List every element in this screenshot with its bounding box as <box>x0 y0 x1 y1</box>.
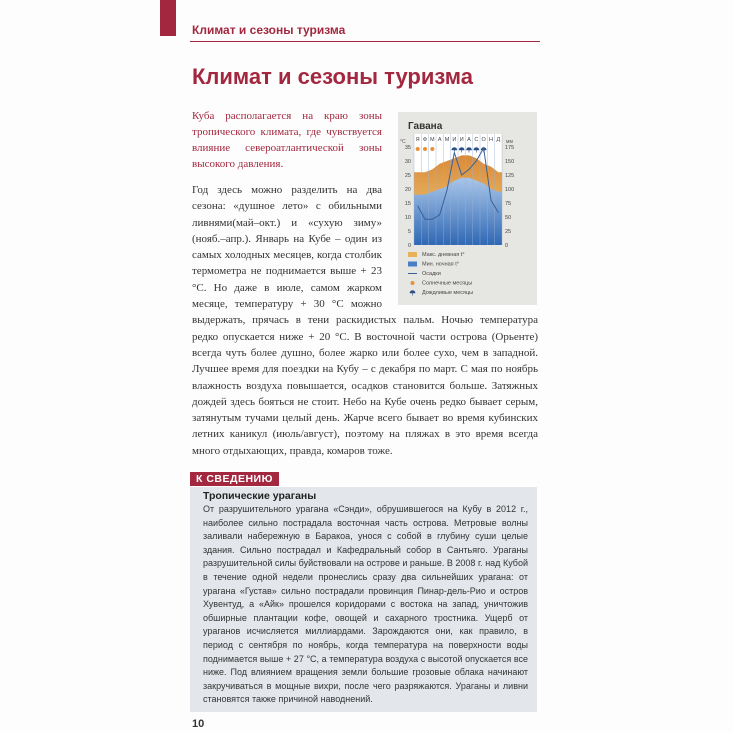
month-label: М <box>430 137 435 143</box>
month-label: Ф <box>422 137 428 143</box>
y2-tick-label: 75 <box>505 201 512 207</box>
legend-label: Макс. дневная t° <box>422 252 465 258</box>
month-label: М <box>444 137 450 143</box>
month-label: А <box>467 137 471 143</box>
y2-tick-label: 100 <box>505 187 515 193</box>
y2-tick-label: 50 <box>505 215 512 221</box>
y2-tick-label: 175 <box>505 145 515 151</box>
legend-label: Солнечные месяцы <box>422 280 473 287</box>
y-tick-label: 10 <box>404 215 411 221</box>
sun-icon <box>423 147 427 151</box>
page-number: 10 <box>192 717 205 730</box>
info-box <box>190 487 537 712</box>
y-tick-label: 30 <box>404 159 411 165</box>
sun-icon <box>416 147 420 151</box>
chart-title: Гавана <box>408 121 443 132</box>
legend-swatch <box>408 262 417 267</box>
climate-chart <box>398 112 537 305</box>
y-tick-label: 15 <box>404 201 411 207</box>
body-paragraph-part2: температура редко опускается ниже + 20 °С. В восточной части острова (Орьенте) всегда чуть более душно, более жарко или более сухо, чем в западной. Лучшее время для поездки на Кубу – с декабря по март. С мая по ноябрь влажность воздуха повышается, осадков становится больше. Затяжных дождей здесь бояться не стоит. Небо на Кубе очень редко бывает серым, затянутым тучами целый день. Жарче всего бывает во время кубинских летних каникул (июль/август), поэтому на пляжах в это время всегда много отдыхающих, правда, комаров тоже. <box>192 314 539 457</box>
info-box-title: Тропические ураганы <box>203 490 317 503</box>
legend-label: Дождливые месяцы <box>422 290 474 296</box>
umbrella-icon <box>410 291 415 296</box>
info-box-text: От разрушительного урагана «Сэнди», обрушившегося на Кубу в 2012 г., наиболее сильно пострадала восточная часть острова. Метровые волны заливали набережную в Баракоа, унося с собой в глубину суши целые здания. Сильно пострадал и Кафедральный собор в Сантьяго. Ураганы разрушительной силы буйствовали на острове и раньше. В 2008 г. над Кубой в течение одной недели пронеслись сразу два сильнейших урагана: от урагана «Густав» сильно пострадали провинция Пинар-дель-Рио и остров Хувентуд, а «Айк» прошелся коридорами с востока на запад, уничтожив обширные плантации кофе, овощей и сахарного тростника. Ущерб от ураганов исчисляется миллиардами. Зарождаются они, как правило, в период с сентября по ноябрь, когда температура на поверхности воды поднимается выше + 27 °С, а температура воздуха с высотой опускается все ниже. Под влиянием вращения земли большие грозовые облака начинают закручиваться в мощные вихри, после чего разряжаются. Ураганы и ливни становятся также причиной наводнений. <box>203 504 528 705</box>
month-label: А <box>437 137 442 143</box>
y2-tick-label: 0 <box>505 243 509 249</box>
y2-tick-label: 25 <box>505 229 512 235</box>
y-tick-label: 0 <box>407 243 411 249</box>
y-tick-label: 35 <box>404 145 411 151</box>
month-label: Д <box>496 137 501 143</box>
y-unit-label: °C <box>400 139 406 145</box>
month-label: И <box>452 137 457 143</box>
page-title: Климат и сезоны туризма <box>192 64 473 89</box>
info-box-tag: К СВЕДЕНИЮ <box>190 472 279 486</box>
climate-chart-svg <box>398 112 537 305</box>
legend-swatch <box>408 252 417 257</box>
running-header: Климат и сезоны туризма <box>192 23 346 37</box>
body-paragraph-part1: Год здесь можно разделить на два сезона: «душное лето» с обильными ливнями(май–окт.) и «сухую зиму» (нояб.–апр.). Январь на Кубе – один из самых холодных месяцев, когда столбик термометра не поднимается выше + 23 °С. Но даже в июле, самом жарком месяце, температуру + 30 °С можно выдержать, прячась в тени раскидистых пальм. Ночью <box>192 184 474 327</box>
intro-paragraph: Куба располагается на краю зоны тропического климата, где чувствуется влияние североатлантической зоны высокого давления. <box>192 110 382 170</box>
y-tick-label: 5 <box>407 229 411 235</box>
chapter-tab-marker <box>160 0 176 36</box>
info-section <box>190 469 537 712</box>
sun-icon <box>430 147 434 151</box>
y2-unit-label: мм <box>506 139 513 145</box>
y-tick-label: 25 <box>404 173 411 179</box>
legend-label: Осадки <box>422 271 441 277</box>
y-tick-label: 20 <box>404 187 411 193</box>
month-label: Я <box>415 137 420 143</box>
y2-tick-label: 125 <box>505 173 515 179</box>
month-label: И <box>459 137 464 143</box>
month-label: О <box>481 137 486 143</box>
sun-icon <box>411 281 415 285</box>
month-label: Н <box>489 137 493 143</box>
y2-tick-label: 150 <box>505 159 515 165</box>
header-divider <box>190 41 540 42</box>
legend-label: Мин. ночная t° <box>422 261 459 268</box>
month-label: С <box>474 137 479 143</box>
